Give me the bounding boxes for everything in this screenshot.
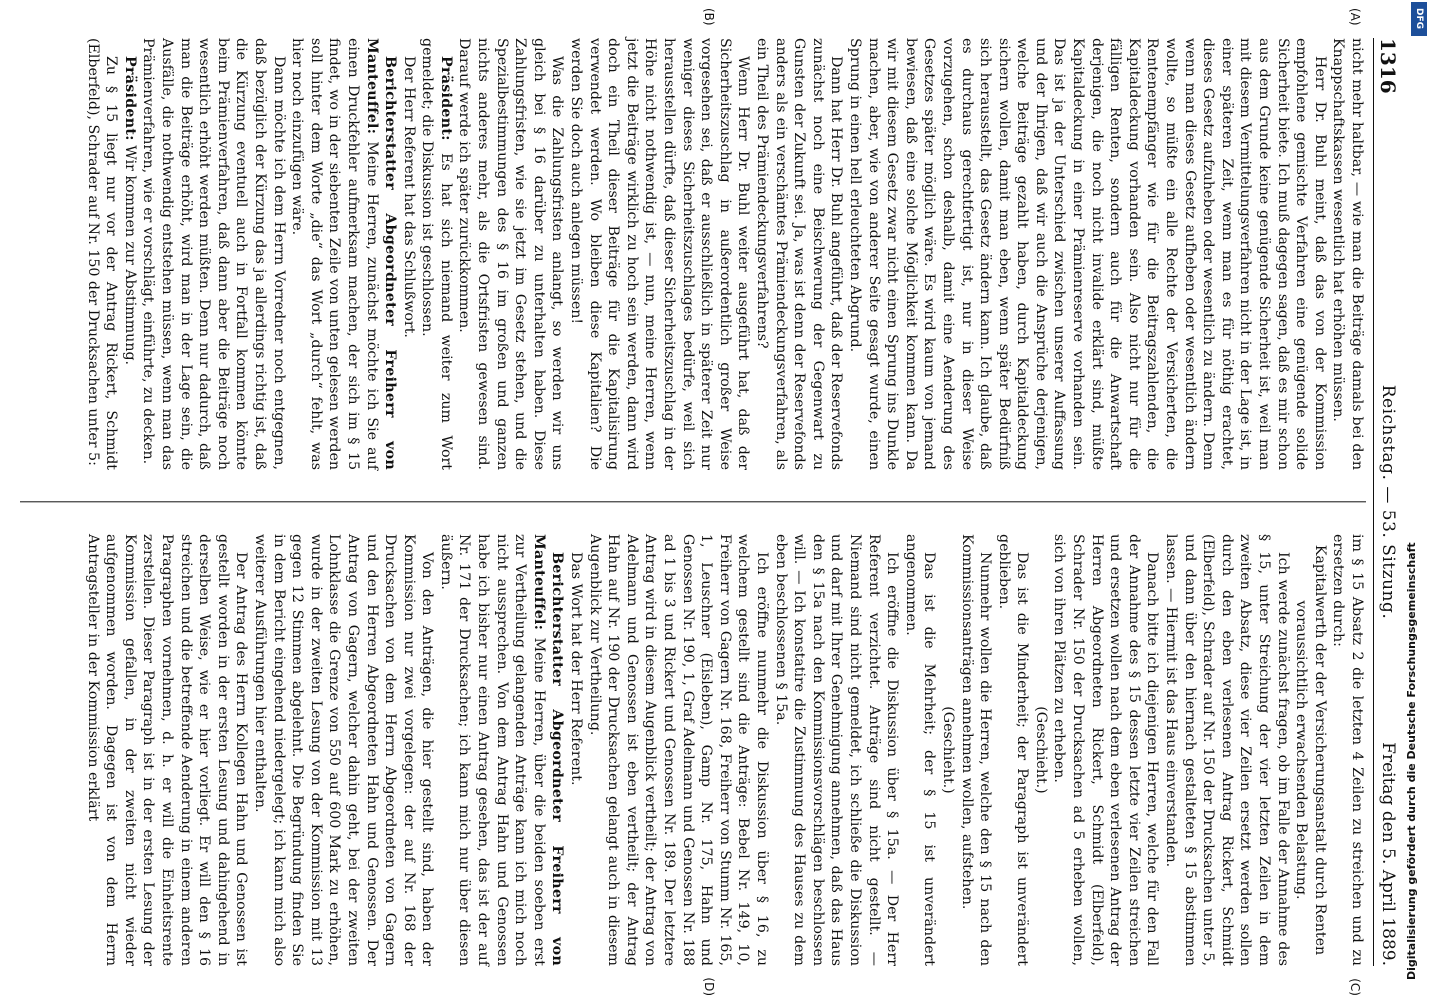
paragraph-text: Ich eröffne nunmehr die Diskussion über § 16, zu welchem gestellt sind die Anträge: Bebel Nr. 149, 10, Freiherr von Gagern Nr. 168, Freiherr von Stumm Nr. 165, 1, Leuschner (Eisleben), Gamp Nr. 175, Hahn und Genossen Nr. 190, 1, Graf Adelmann und Genossen Nr. 188 ad 1 bis 3 und Rickert und Genossen Nr. 189. Der letztere Antrag wird in diesem Augenblick vertheilt; der Antrag von Adelmann und Genossen ist eben vertheilt; der Antrag Hahn auf Nr. 190 der Drucksachen gelangt auch in diesem Augenblick zur Vertheilung.	[586, 534, 770, 966]
digitization-credit	[1402, 0, 1432, 1000]
page-number: 1316	[1376, 38, 1400, 94]
paragraph-text: Dann möchte ich dem Herrn Vorredner noch entgegnen, daß bezüglich der Kürzung das ja allerdings richtig ist, daß die Kürzung eventuell auch in Fortfall kommen könnte beim Prämienverfahren, daß dann aber die Beiträge noch wesentlich erhöht werden müßten. Denn nur dadurch, daß man die Beiträge erhöht, wird man in der Lage sein, die Ausfälle, die nothwendig entstehen müssen, wenn man das Prämienverfahren, wie er vorschlägt, einführte, zu decken.	[140, 38, 287, 470]
speaker-name: Berichterstatter Abgeordneter Freiherr von Manteuffel:	[530, 534, 566, 966]
margin-mark-a: (A)	[1348, 8, 1362, 26]
paragraph	[455, 38, 567, 470]
paragraph	[120, 38, 139, 470]
paragraph	[83, 534, 250, 966]
paragraph	[566, 534, 585, 966]
paragraph	[1329, 534, 1366, 966]
paragraph-text: Nunmehr wollen die Herren, welche den § 15 nach den Kommissionsanträgen annehmen wollen, aufstehen.	[958, 534, 994, 966]
paragraph-text: Ich eröffne die Diskussion über § 15a. — Der Herr Referent verzichtet. Anträge sind nicht gestellt. — Niemand sind nicht gemeldet, ich schließe die Diskussion und darf mit Ihrer Genehmigung annehmen, daß das Haus den § 15a nach den Kommissionsvorschlägen beschlossen will. — Ich konstatire die Zustimmung des Hauses zu dem eben beschlossenen § 15a.	[772, 534, 901, 966]
paragraph-text: im § 15 Absatz 2 die letzten 4 Zeilen zu streichen und zu ersetzen durch:	[1330, 534, 1365, 966]
paragraph-text: Der Antrag des Herrn Kollegen Hahn und Genossen ist gestellt worden in der ersten Lesung und dahingehend in derselben Weise, wie er hier vorliegt. Er will den § 16 streichen und die betreffende Aenderung in einem anderen Paragraphen vornehmen, d. h. er will die Einheitsrente zerstellen. Dieser Paragraph ist in der ersten Lesung der Kommission gefallen, in der zweiten nicht wieder aufgenommen worden. Dagegen ist von dem Herrn Antragsteller in der Kommission erklärt	[84, 534, 250, 966]
credit-text: Digitalisierung gefördert durch die Deutsche Forschungsgemeinschaft	[1405, 542, 1418, 980]
paragraph	[418, 38, 455, 470]
paragraph-text: Herr Dr. Buhl meint, daß das von der Kommission empfohlene gemischte Verfahren eine genügende solide Sicherheit biete. Ich muß dagegen sagen, daß es mir schon aus dem Grunde keine genügende Sicherheit ist, weil man mit diesem Vermittelungsverfahren nicht in der Lage ist, in einer späteren Zeit, wenn man es für nöthig erachtet, dieses Gesetz aufzuheben oder wesentlich zu ändern. Denn wenn man dieses Gesetz aufheben oder wesentlich ändern wollte, so müßte ein alle Rechte der Versicherten, die Rentenempfänger wie für die Beitragszahlenden, die Kapitaldeckung vorhanden sein. Also nicht nur für die fälligen Renten, sondern auch für die Anwartschaft derjenigen, die noch nicht invalide erklärt sind, müßte Kapitaldeckung in einer Prämienreserve vorhanden sein. Das ist ja der Unterschied zwischen unserer Auffassung und der Ihrigen, daß wir auch die Ansprüche derjenigen, welche Beiträge gezahlt haben, durch Kapitaldeckung sichern wollen, damit man eben, wenn später Bedürfniß sich herausstellt, das Gesetz ändern kann. Ich glaube, daß es durchaus gerechtfertigt ist, nur in dieser Weise vorzugehen, schon deshalb, damit eine Aenderung des Gesetzes später möglich wäre. Es wird kaum von jemand bewiesen, daß eine solche Möglichkeit kommen kann. Da wir mit diesem Gesetz zwar nicht einen Sprung ins Dunkle machen, aber, wie von anderer Seite gesagt wurde, einen Sprung in einen hell erleuchteten Abgrund.	[846, 38, 1328, 470]
paragraph-text: Kapitalwerth der der Versicherungsanstalt durch Renten voraussichtlich erwachsenden Belastung.	[1293, 544, 1328, 956]
speaker-name: Präsident:	[437, 56, 454, 141]
paragraph	[436, 534, 566, 966]
session-date: Freitag den 5. April 1889.	[1378, 742, 1398, 966]
paragraph-text: Zu § 15 liegt nur vor der Antrag Rickert, Schmidt (Elberfeld), Schrader auf Nr. 150 der Drucksachen unter 5:	[84, 38, 120, 470]
paragraph-text: (Geschieht.)	[939, 706, 956, 794]
speaker-name: Berichterstatter Abgeordneter Freiherr von Manteuffel:	[363, 38, 399, 470]
margin-mark-d: (D)	[702, 977, 716, 996]
paragraph	[845, 38, 1328, 470]
paragraph-text: Ich werde zunächst fragen, ob im Falle der Annahme des § 15, unter Streichung der vier letzten Zeilen in dem zweiten Absatz, diese vier Zeilen ersetzt werden sollen durch den eben verlesenen Antrag Rickert, Schmidt (Elberfeld), Schrader auf Nr. 150 der Drucksachen unter 5, und dann über den hiernach gestalteten § 15 abstimmen lassen. — Hiermit ist das Haus einverstanden.	[1163, 534, 1291, 966]
margin-mark-c: (C)	[1348, 978, 1362, 996]
paragraph-text: Das ist die Mehrheit; der § 15 ist unverändert angenommen.	[902, 534, 938, 966]
paragraph-text: Was die Zahlungsfristen anlangt, so werden wir uns gleich bei § 16 darüber zu unterhalten haben. Diese Zahlungsfristen, wie sie jetzt im Gesetz stehen, und die Spezialbestimmungen des § 16 im großen und ganzen nichts anderes mehr, als die Ortsfristen gewesen sind. Darauf werde ich später zurückkommen.	[456, 38, 566, 470]
paragraph	[399, 38, 418, 470]
paragraph	[250, 534, 436, 966]
paragraph	[957, 534, 994, 966]
paragraph-text: Der Herr Referent hat das Schlußwort.	[400, 56, 417, 338]
paragraph-text: (Geschieht.)	[1032, 706, 1049, 794]
running-header	[1373, 38, 1404, 966]
centered-line	[938, 534, 957, 966]
paragraph-text: Das Wort hat der Herr Referent.	[568, 552, 585, 786]
column-divider	[20, 501, 1366, 502]
paragraph	[1329, 38, 1366, 470]
paragraph	[288, 38, 400, 470]
paragraph-text: Wir kommen zur Abstimmung.	[121, 140, 138, 366]
right-column	[20, 534, 1366, 996]
paragraph	[752, 38, 845, 470]
dfg-logo: DFG	[1411, 2, 1427, 36]
paragraph	[771, 534, 901, 966]
paragraph-text: Wenn Herr Dr. Buhl weiter ausgeführt hat, daß der Sicherheitszuschlag in außerordentlich großer Weise vorgesehen sei, daß er ausschließlich in späterer Zeit nur weniger dieses Sicherheitszuschlages bedürfe, weil sich herausstellen dürfte, daß dieser Sicherheitszuschlag in der Höhe nicht nothwendig ist, — nun, meine Herren, wenn jetzt die Beiträge wirklich zu hoch sein werden, dann wird doch ein Theil dieser Beiträge für die Kapitalisirung verwendet werden. Wo bleiben diese Kapitalien? Die werden Sie doch auch anlegen müssen!	[568, 38, 752, 470]
left-column	[20, 8, 1366, 470]
paragraph-text: Das ist die Minderheit; der Paragraph ist unverändert geblieben.	[995, 534, 1031, 966]
paragraph	[585, 534, 771, 966]
text-columns	[20, 8, 1366, 996]
centered-line	[1292, 534, 1329, 966]
paragraph-text: Von den Anträgen, die hier gestellt sind, haben der Kommission nur zwei vorgelegen: der auf Nr. 168 der Drucksachen von dem Herrn Abgeordneten von Gagern und den Herren Abgeordneten Hahn und Genossen. Der Antrag von Gagern, welcher dahin geht, bei der zweiten Lohnklasse die Grenze von 550 auf 600 Mark zu erhöhen, wurde in der zweiten Lesung von der Kommission mit 13 gegen 12 Stimmen abgelehnt. Die Begründung finden Sie in dem Bericht eingehend niedergelegt; ich kann mich also weiterer Ausführungen hier enthalten.	[251, 534, 436, 966]
paragraph	[139, 38, 288, 470]
paragraph-text: Es hat sich niemand weiter zum Wort gemeldet; die Diskussion ist geschlossen.	[419, 38, 454, 470]
paragraph	[83, 38, 120, 470]
paragraph	[566, 38, 752, 470]
speaker-name: Präsident:	[121, 56, 138, 141]
paragraph	[1050, 534, 1162, 966]
paragraph-text: Meine Herren, über die beiden soeben erst zur Vertheilung gelangenden Anträge kann ich mich noch nicht aussprechen. Von dem Antrag Hahn und Genossen habe ich bisher nur einen Antrag gesehen, das ist der auf Nr. 171 der Drucksachen; ich kann mich nur über diesen äußern.	[437, 534, 547, 966]
paragraph-text: Meine Herren, zunächst möchte ich Sie auf einen Druckfehler aufmerksam machen, der sich im § 15 findet, wo in der siebenten Zeile von unten gelesen werden soll hinter dem Worte „die“ das Wort „durch“ fehlt, was hier noch einzufügen wäre.	[289, 38, 380, 470]
paragraph	[901, 534, 938, 966]
running-title: Reichstag. — 53. Sitzung.	[1378, 384, 1398, 620]
paragraph-text: Dann hat Herr Dr. Buhl angeführt, daß der Reservefonds zunächst noch eine Beischwerung der Gegenwart zu Gunsten der Zukunft sei. Ja, was ist denn der Reservefonds anders als ein verschämtes Prämiendeckungsverfahren, als ein Theil des Prämiendeckungsverfahrens?	[754, 38, 845, 470]
margin-mark-b: (B)	[702, 8, 716, 26]
paragraph-text: Danach bitte ich diejenigen Herren, welche für den Fall der Annahme des § 15 dessen letzte vier Zeilen streichen und ersetzen wollen nach dem eben verlesenen Antrag der Herren Abgeordneten Rickert, Schmidt (Elberfeld), Schrader Nr. 150 der Drucksachen ad 5 erheben wollen, sich von ihren Plätzen zu erheben.	[1051, 534, 1161, 966]
centered-line	[1031, 534, 1050, 966]
paragraph	[1161, 534, 1291, 966]
paragraph-text: nicht mehr haltbar, — wie man die Beiträge damals bei den Knappschaftskassen wesentlich hat erhöhen müssen.	[1330, 38, 1365, 470]
paragraph	[994, 534, 1031, 966]
